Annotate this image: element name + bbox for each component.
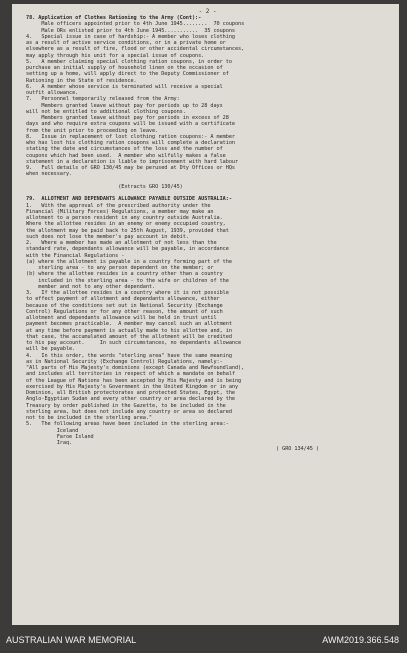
- document-line: 1. With the approval of the prescribed authority under the: [26, 202, 211, 209]
- document-line: with the Financial Regulations -: [26, 252, 125, 259]
- document-page: [12, 4, 399, 625]
- document-line: Iceland: [26, 427, 79, 434]
- document-line: will not be entitled to additional clothing coupons.: [26, 108, 186, 115]
- document-line: payment becomes practicable. A member may cancel such an allotment: [26, 321, 232, 328]
- document-line: of the League of Nations has been accepted by His Majesty and is being: [26, 377, 242, 384]
- archive-reference: AWM2019.366.548: [322, 635, 399, 645]
- document-line: 79. ALLOTMENT AND DEPENDANTS ALLOWANCE PAYABLE OUTSIDE AUSTRALIA:-: [26, 196, 232, 203]
- document-line: from the unit prior to proceeding on leave.: [26, 127, 159, 134]
- document-line: included in the sterling area - to the wife or children of the: [26, 277, 229, 284]
- archive-name: AUSTRALIAN WAR MEMORIAL: [6, 635, 137, 645]
- document-line: days and who require extra coupons will be issued with a certificate: [26, 121, 235, 128]
- document-line: Anglo-Egyptian Sudan and every other country or area declared by the: [26, 396, 235, 403]
- archive-footer: [0, 625, 407, 653]
- document-line: 6. A member whose service is terminated will receive a special: [26, 83, 223, 90]
- document-line: 9. Full details of GRO 130/45 may be perused at Dty Offices or HQs: [26, 165, 235, 171]
- document-line: setting up a home, will apply direct to the Deputy Commissioner of: [26, 71, 229, 78]
- document-line: Iraq.: [26, 440, 73, 446]
- document-line: Members granted leave without pay for periods up to 28 days: [26, 102, 223, 109]
- document-line: statement in a declaration is liable to imprisonment with hard labour: [26, 158, 239, 165]
- document-line: Where the allottee resides in an enemy or enemy occupied country,: [26, 221, 226, 228]
- document-line: to effect payment of allotment and dependants allowance, either: [26, 296, 220, 303]
- document-line: Financial (Military Forces) Regulations, a member may make an: [26, 208, 214, 215]
- document-line: "All parts of His Majesty's dominions (except Canada and Newfoundland),: [26, 365, 245, 371]
- document-line: 7. Personnel temporarily released from the Army:: [26, 96, 180, 103]
- document-line: not to be included in the sterling area.": [26, 415, 152, 421]
- document-line: Dominion, all British protectorates and protected States, Egypt, the: [26, 390, 235, 396]
- document-line: (b) where the allottee resides in a country other than a country: [26, 271, 223, 278]
- document-line: purchase an initial supply of household linen on the occasion of: [26, 65, 223, 71]
- document-line: allotment to a person resident in any country outside Australia.: [26, 215, 223, 221]
- document-line: Rationing in the State of residence.: [26, 77, 137, 84]
- document-line: elsewhere as a result of fire, flood or other accidental circumstances,: [26, 46, 245, 53]
- document-line: outfit allowance.: [26, 90, 79, 96]
- document-line: 3. If the allottee resides in a country where it is not possible: [26, 290, 229, 296]
- document-line: as a result of active service conditions, or in a private home or: [26, 40, 226, 46]
- document-line: sterling area, but does not include any country or area so declared: [26, 408, 232, 415]
- document-line: 5. A member claiming special clothing ration coupons, in order to: [26, 58, 232, 65]
- document-line: may apply through his unit for a special issue of coupons.: [26, 52, 205, 59]
- document-line: to his pay account. In such circumstances, no dependants allowance: [26, 340, 242, 346]
- document-line: Treasury by order published in the Gazette, to be included in the: [26, 402, 226, 409]
- document-line: Control) Regulations or for any other reason, the amount of such: [26, 308, 223, 315]
- source-reference: ( GRO 134/45 ): [275, 446, 319, 453]
- document-body: [26, 15, 389, 446]
- document-line: sterling area - to any person dependent on the member; or: [26, 265, 214, 271]
- document-line: 4. In this order, the words "sterling area" have the same meaning: [26, 352, 232, 359]
- document-line: who has lost his clothing ration coupons will complete a declaration: [26, 140, 235, 146]
- document-line: 78. Application of Clothes Rationing to the Army (Cont):-: [26, 15, 202, 21]
- document-line: will be payable.: [26, 346, 76, 353]
- document-line: when necessary.: [26, 171, 73, 178]
- document-line: Male ORs enlisted prior to 4th June 1945........... 35 coupons: [26, 27, 235, 34]
- document-line: stating the date and circumstances of the loss and the number of: [26, 146, 223, 153]
- document-line: because of the conditions set out in National Security (Exchange: [26, 302, 223, 309]
- document-line: the allotment may be paid back to 25th August, 1939, provided that: [26, 227, 229, 234]
- page-number: - 2 -: [198, 8, 217, 15]
- document-line: coupons which had been used. A member who wilfully makes a false: [26, 152, 226, 159]
- document-line: Male officers appointed prior to 4th June 1945........ 70 coupons: [26, 21, 245, 28]
- document-line: such does not lose the member's pay account in debit.: [26, 233, 189, 240]
- document-line: at any time before payment is actually made to his allottee and, in: [26, 327, 232, 334]
- document-line: that case, the accumulated amount of the allotment will be credited: [26, 333, 232, 340]
- document-line: (Extracts GRO 130/45): [26, 183, 183, 190]
- document-line: and includes all territories in respect of which a mandate on behalf: [26, 371, 235, 378]
- document-line: standard rate, dependants allowance will be payable, in accordance: [26, 246, 229, 253]
- document-line: member and not to any other dependant.: [26, 283, 156, 290]
- document-line: Faroe Island: [26, 433, 94, 440]
- document-line: 5. The following areas have been included in the sterling area:-: [26, 421, 229, 428]
- document-line: allotment and dependants allowance will be held in trust until: [26, 315, 217, 321]
- document-line: 4. Special issue in case of hardship:- A member who loses clothing: [26, 33, 235, 40]
- document-line: as in National Security (Exchange Control) Regulations, namely:-: [26, 358, 223, 365]
- document-line: 2. Where a member has made an allotment of not less than the: [26, 240, 217, 246]
- document-line: exercised by His Majesty's Government in the United Kingdom or in any: [26, 383, 239, 390]
- document-line: Members granted leave without pay for periods in excess of 28: [26, 115, 229, 121]
- document-line: (a) where the allotment is payable in a country forming part of the: [26, 258, 232, 265]
- document-line: 8. Issue in replacement of lost clothing ration coupons:- A member: [26, 133, 235, 140]
